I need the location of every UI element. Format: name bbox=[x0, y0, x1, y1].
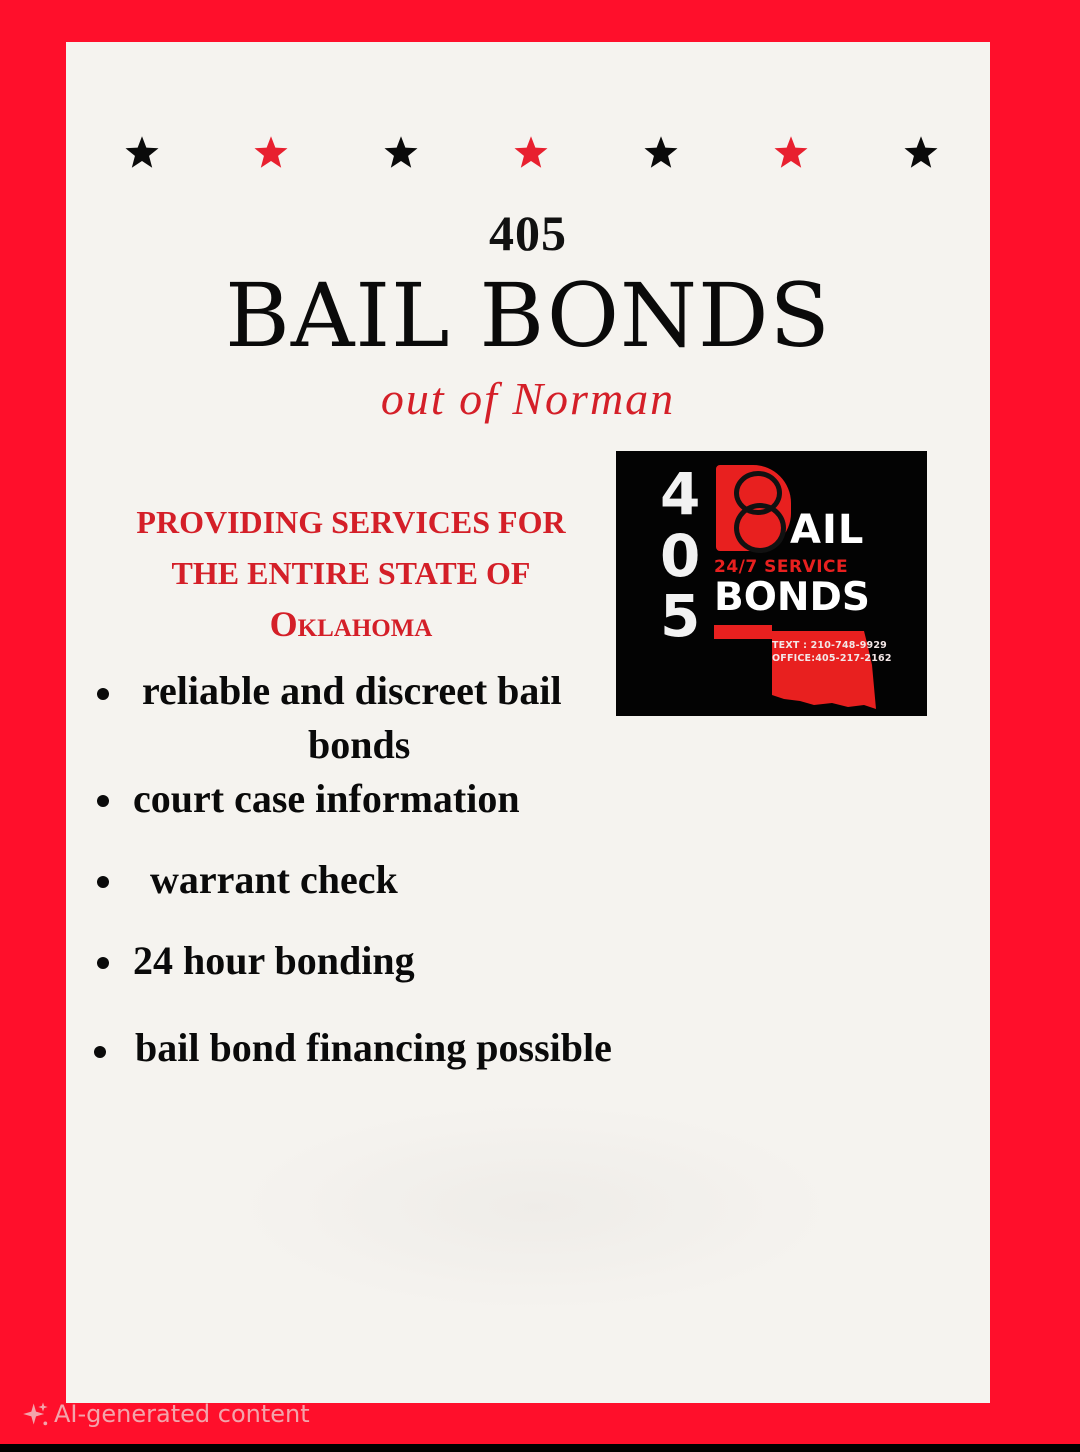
sparkle-icon bbox=[22, 1400, 50, 1428]
flyer-card bbox=[66, 42, 990, 1403]
list-item: bail bond financing possible bbox=[135, 1025, 612, 1070]
title-number: 405 bbox=[489, 205, 567, 261]
bullet-icon bbox=[97, 876, 109, 888]
faded-background-area bbox=[236, 1102, 836, 1312]
list-item: reliable and discreet bail bbox=[142, 668, 562, 713]
page-title: BAIL BONDS bbox=[225, 264, 831, 367]
list-item: 24 hour bonding bbox=[133, 938, 415, 983]
ai-badge-label: AI-generated content bbox=[54, 1400, 310, 1428]
text-phone: TEXT : 210-748-9929 bbox=[772, 640, 887, 651]
list-item: court case information bbox=[133, 776, 520, 821]
logo-digit: 0 bbox=[660, 522, 701, 590]
logo-digit: 5 bbox=[660, 582, 701, 650]
logo-bonds: BONDS bbox=[714, 575, 870, 620]
services-heading-line: PROVIDING SERVICES FOR bbox=[136, 504, 566, 540]
bullet-icon bbox=[94, 1046, 106, 1058]
subtitle: out of Norman bbox=[380, 373, 676, 424]
ai-generated-badge bbox=[22, 1400, 310, 1428]
logo-digit: 4 bbox=[660, 460, 701, 528]
list-item-continuation: bonds bbox=[308, 722, 411, 767]
bullet-icon bbox=[97, 957, 109, 969]
services-heading-line: Oklahoma bbox=[269, 604, 433, 644]
logo-ail: AIL bbox=[790, 507, 865, 553]
office-phone: OFFICE:405-217-2162 bbox=[772, 653, 892, 664]
bullet-icon bbox=[97, 795, 109, 807]
services-heading-line: THE ENTIRE STATE OF bbox=[171, 555, 531, 591]
logo-service-tag: 24/7 SERVICE bbox=[714, 557, 849, 577]
bullet-icon bbox=[97, 688, 109, 700]
list-item: warrant check bbox=[150, 857, 398, 902]
